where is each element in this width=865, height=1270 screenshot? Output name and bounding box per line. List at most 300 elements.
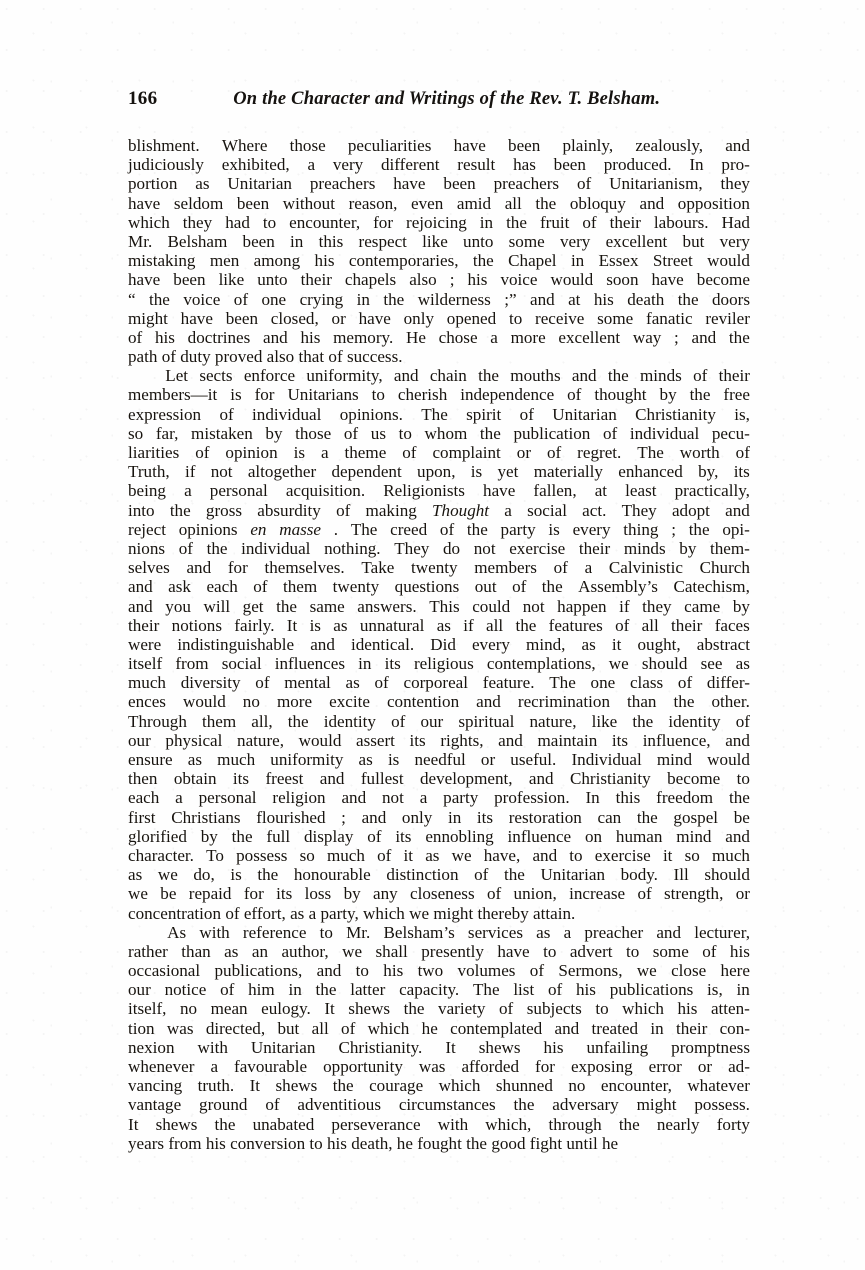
word-group <box>394 539 429 558</box>
word: possess <box>236 845 288 865</box>
word: social <box>527 500 567 520</box>
word: of <box>195 443 210 462</box>
word: a <box>584 558 593 578</box>
word-group <box>252 942 268 961</box>
word: chose <box>438 327 478 347</box>
word-group <box>597 808 621 827</box>
paragraph <box>128 923 750 1153</box>
word: Unitarian <box>540 865 605 885</box>
word-group <box>712 424 750 443</box>
word: the <box>383 289 405 309</box>
word-group <box>290 232 303 251</box>
word-group <box>736 443 750 462</box>
word: abstract <box>696 634 750 654</box>
word-group <box>195 443 209 462</box>
text-line <box>128 635 750 654</box>
word: rather <box>128 941 168 961</box>
paragraph-indent <box>128 366 154 385</box>
word-group <box>156 424 179 443</box>
word-group <box>622 999 664 1018</box>
word-group <box>128 539 165 558</box>
word: two <box>417 961 444 981</box>
word-group <box>348 999 390 1018</box>
word: and <box>725 136 750 155</box>
word: we <box>128 884 148 904</box>
word: Where <box>221 136 268 155</box>
word: Religionists <box>383 481 465 501</box>
word: publication <box>513 423 591 443</box>
body-text <box>128 136 750 1153</box>
word-group <box>504 290 516 309</box>
word-group <box>592 712 618 731</box>
word-group <box>729 328 750 347</box>
word: were <box>128 634 162 654</box>
word: To <box>206 845 224 865</box>
word-group <box>508 136 540 155</box>
word-group <box>480 213 493 232</box>
word-group <box>657 1115 700 1134</box>
word-group <box>454 136 486 155</box>
word-group <box>664 884 723 903</box>
word: and <box>639 193 665 213</box>
word: without <box>282 193 335 213</box>
word-group <box>498 462 519 481</box>
word: mean <box>210 999 248 1019</box>
word-group <box>288 712 309 731</box>
word: we <box>157 865 178 885</box>
word-group <box>233 769 249 788</box>
word-group <box>340 405 403 424</box>
word: have <box>483 481 516 501</box>
word-group <box>346 673 360 692</box>
word-group <box>128 501 155 520</box>
word-group <box>202 712 236 731</box>
word-group <box>518 692 610 711</box>
word-group <box>128 213 170 232</box>
word: doors <box>712 289 750 309</box>
word-group <box>217 750 255 769</box>
word: maintain <box>537 730 598 750</box>
word-group <box>320 923 333 942</box>
word-group <box>509 309 522 328</box>
word-group <box>694 923 750 942</box>
word: unto <box>463 231 494 251</box>
word: advert <box>569 941 613 961</box>
word-group <box>181 942 210 961</box>
word-group <box>558 328 620 347</box>
word: proved <box>214 347 263 367</box>
word-group <box>467 520 488 539</box>
word: contemplated <box>450 1018 543 1038</box>
word: of <box>519 404 534 424</box>
word-group <box>338 1038 422 1057</box>
word-group <box>323 1057 403 1076</box>
word: opinions <box>178 519 238 539</box>
word: ; <box>341 807 346 827</box>
word: the <box>673 692 695 712</box>
word-group <box>193 865 214 884</box>
word-group <box>210 481 268 500</box>
word-group <box>128 865 142 884</box>
text-line <box>128 309 750 328</box>
word: have <box>180 308 213 328</box>
word-group <box>689 520 710 539</box>
word: circumstances <box>398 1095 496 1115</box>
word-group <box>179 520 238 539</box>
word: of <box>735 711 750 731</box>
text-line <box>128 347 750 366</box>
word-group <box>294 865 371 884</box>
word: differ- <box>706 673 750 693</box>
word: reject <box>128 519 166 539</box>
word: which, <box>485 1114 532 1134</box>
word-group <box>623 520 658 539</box>
word-group <box>547 443 561 462</box>
word-group <box>458 961 516 980</box>
word: Belsham <box>167 231 228 251</box>
word: not <box>381 788 404 808</box>
word-group <box>315 251 335 270</box>
word: nexion <box>128 1037 175 1057</box>
word: very <box>332 155 364 175</box>
word-group <box>158 865 178 884</box>
word-group <box>576 980 596 999</box>
word-group <box>594 290 614 309</box>
word: preachers <box>309 174 376 194</box>
word-group <box>404 999 425 1018</box>
word: The <box>421 404 448 424</box>
word: fullest <box>360 769 404 789</box>
page-number: 166 <box>128 88 158 109</box>
word: atten- <box>710 999 750 1019</box>
text-line <box>128 232 750 251</box>
word-group <box>496 1076 553 1095</box>
word-group <box>220 980 234 999</box>
word: distinction <box>386 865 459 885</box>
word-group <box>349 251 459 270</box>
word-group <box>275 654 345 673</box>
word: even <box>411 193 444 213</box>
word: error <box>648 1057 682 1076</box>
word: a <box>320 443 329 462</box>
word: of <box>693 366 708 386</box>
word: The <box>637 443 664 462</box>
word-group <box>637 443 664 462</box>
word: Truth, <box>128 462 170 482</box>
word-group <box>484 846 521 865</box>
word: the <box>231 826 253 846</box>
word-group <box>283 194 335 213</box>
word-group <box>232 827 253 846</box>
word-group <box>712 846 750 865</box>
word-group <box>222 155 290 174</box>
word: his <box>326 1133 347 1153</box>
word: we <box>451 845 472 865</box>
word-group <box>263 213 276 232</box>
word: and <box>341 788 367 808</box>
word: from <box>175 654 209 674</box>
word-group <box>650 1019 663 1038</box>
word-group <box>603 424 617 443</box>
word: every <box>572 519 611 539</box>
word-group <box>410 884 475 903</box>
word: on <box>584 826 603 846</box>
word-group <box>570 769 651 788</box>
word-group <box>637 1095 677 1114</box>
word-group <box>255 385 275 404</box>
word-group <box>632 712 653 731</box>
word-group <box>673 808 718 827</box>
word-group <box>671 616 702 635</box>
word: This <box>429 596 460 616</box>
word: would <box>298 730 342 750</box>
word: in <box>288 980 302 1000</box>
text-line <box>128 769 750 788</box>
word-group <box>733 597 750 616</box>
word: publications <box>609 980 694 1000</box>
word-group <box>211 462 233 481</box>
word: shews <box>478 1037 521 1057</box>
word: afforded <box>461 1057 520 1076</box>
word: you <box>165 596 191 616</box>
word-group <box>630 424 699 443</box>
text-line <box>128 290 750 309</box>
word-group <box>342 942 362 961</box>
word: the <box>403 999 425 1019</box>
word-group <box>505 194 522 213</box>
word: fruit <box>539 212 570 232</box>
word: like <box>422 231 448 251</box>
word: way <box>632 327 662 347</box>
word-group <box>294 443 305 462</box>
word: fought <box>417 1133 462 1153</box>
word: of <box>178 538 193 558</box>
word: to <box>398 423 412 443</box>
text-line <box>128 1038 750 1057</box>
text-line <box>128 999 750 1018</box>
word: path <box>128 347 158 367</box>
word: of <box>486 884 502 904</box>
word-group <box>226 309 258 328</box>
word: of <box>367 826 382 846</box>
word: fairly. <box>234 615 275 635</box>
word: if <box>463 615 474 635</box>
word-group <box>253 1115 315 1134</box>
word-group <box>508 251 556 270</box>
word: whenever <box>128 1057 195 1076</box>
word-group <box>199 923 229 942</box>
word-group <box>476 692 501 711</box>
word: is <box>293 443 306 462</box>
word: very <box>719 231 750 251</box>
word: and <box>128 596 153 616</box>
word-group <box>604 155 672 174</box>
word-group <box>128 136 200 155</box>
word-group <box>331 1115 420 1134</box>
word-group <box>486 616 503 635</box>
word-group <box>373 884 398 903</box>
word: and <box>656 922 682 942</box>
text-line <box>128 424 750 443</box>
word: see <box>700 654 723 674</box>
word: their <box>718 366 750 386</box>
word: as <box>128 865 143 885</box>
word: Unitarians <box>287 385 359 405</box>
word-group <box>513 980 534 999</box>
word: exercise <box>594 845 651 865</box>
word-group <box>324 539 381 558</box>
word: a <box>504 500 512 520</box>
word-group <box>447 309 496 328</box>
word-group <box>508 827 572 846</box>
word: or <box>331 308 346 328</box>
word: had <box>225 212 250 232</box>
word-group <box>474 865 488 884</box>
word: any <box>373 884 398 904</box>
word: of <box>677 673 693 693</box>
word: regret. <box>577 443 622 462</box>
word-group <box>198 1076 235 1095</box>
word: result <box>457 155 496 175</box>
word: yet <box>497 462 519 482</box>
word: reference <box>242 922 307 942</box>
word-group <box>307 155 315 174</box>
word-group <box>214 961 302 980</box>
word-group <box>625 481 656 500</box>
word-group <box>241 539 310 558</box>
word: the <box>276 596 298 616</box>
word-group <box>183 213 212 232</box>
word: the <box>206 538 228 558</box>
word-group <box>319 232 344 251</box>
word-group <box>385 654 401 673</box>
word: would <box>550 270 594 290</box>
word-group <box>128 558 170 577</box>
word-group <box>483 673 535 692</box>
word-group <box>640 194 665 213</box>
word: the <box>636 807 658 827</box>
word-group <box>265 1095 279 1114</box>
word-group <box>526 635 565 654</box>
word-group <box>348 136 432 155</box>
word-group <box>345 443 387 462</box>
word-group <box>128 616 159 635</box>
word-group <box>535 194 556 213</box>
word: at <box>594 481 608 501</box>
word-group <box>250 520 266 539</box>
word-group <box>582 501 606 520</box>
word: materially <box>533 462 603 482</box>
word-group <box>395 577 460 596</box>
word-group <box>265 424 282 443</box>
word: some <box>652 941 689 961</box>
word-group <box>458 712 514 731</box>
word: do, <box>193 865 215 885</box>
word: to <box>569 845 583 865</box>
word-group <box>368 1019 410 1038</box>
word-group <box>642 616 659 635</box>
word-group <box>504 865 525 884</box>
word-group <box>201 827 218 846</box>
word-group <box>403 673 468 692</box>
word-group <box>569 846 582 865</box>
word: of <box>343 423 359 443</box>
word: his <box>383 961 404 981</box>
word-group <box>734 808 750 827</box>
word: but <box>277 1018 300 1038</box>
word: of <box>328 347 343 367</box>
word-group <box>667 769 720 788</box>
word-group <box>694 1095 750 1114</box>
word-group <box>609 654 629 673</box>
word: vancing <box>128 1076 183 1096</box>
word-group <box>479 1038 521 1057</box>
text-line <box>128 462 750 481</box>
word-group <box>432 501 489 520</box>
word-group <box>474 539 496 558</box>
word: Belsham’s <box>383 922 455 942</box>
word-group <box>356 961 369 980</box>
text-line <box>128 385 750 404</box>
word-group <box>265 769 303 788</box>
word-group <box>225 213 250 232</box>
word: of <box>702 941 717 961</box>
word: party <box>443 788 479 808</box>
word-group <box>421 942 484 961</box>
word: ground <box>199 1095 248 1115</box>
word-group <box>571 251 584 270</box>
word-group <box>128 827 187 846</box>
word: ought, <box>637 634 681 654</box>
word-group <box>640 366 682 385</box>
word: blishment. <box>128 136 200 155</box>
word: of <box>253 577 268 597</box>
word: opened <box>446 308 497 328</box>
word: which <box>622 999 664 1019</box>
word: fight <box>529 1133 563 1153</box>
word: useful. <box>510 750 557 769</box>
word: the <box>506 212 527 232</box>
word: them- <box>710 538 750 558</box>
word-group <box>569 884 625 903</box>
word: be <box>160 884 177 904</box>
running-title: On the Character and Writings of the Rev. T. Belsham. <box>233 89 661 109</box>
word-group <box>173 270 205 289</box>
word-group <box>467 270 487 289</box>
word-group <box>676 1019 707 1038</box>
paragraph-indent <box>128 923 154 942</box>
word: It <box>324 999 335 1019</box>
word-group <box>725 827 750 846</box>
word: Assembly’s <box>578 577 658 597</box>
word-group <box>255 673 269 692</box>
word: of <box>576 174 592 194</box>
word: should <box>641 654 688 674</box>
word: selves <box>128 558 170 578</box>
word-group <box>534 462 603 481</box>
word-group <box>165 731 222 750</box>
word: Chapel <box>508 251 557 271</box>
word: . <box>333 519 339 539</box>
word: is <box>470 462 483 482</box>
word-group <box>128 1057 194 1076</box>
word-group <box>707 673 750 692</box>
word: death <box>627 289 665 309</box>
word-group <box>520 405 534 424</box>
word-group <box>310 597 345 616</box>
word: of <box>603 423 618 443</box>
word-group <box>439 328 478 347</box>
